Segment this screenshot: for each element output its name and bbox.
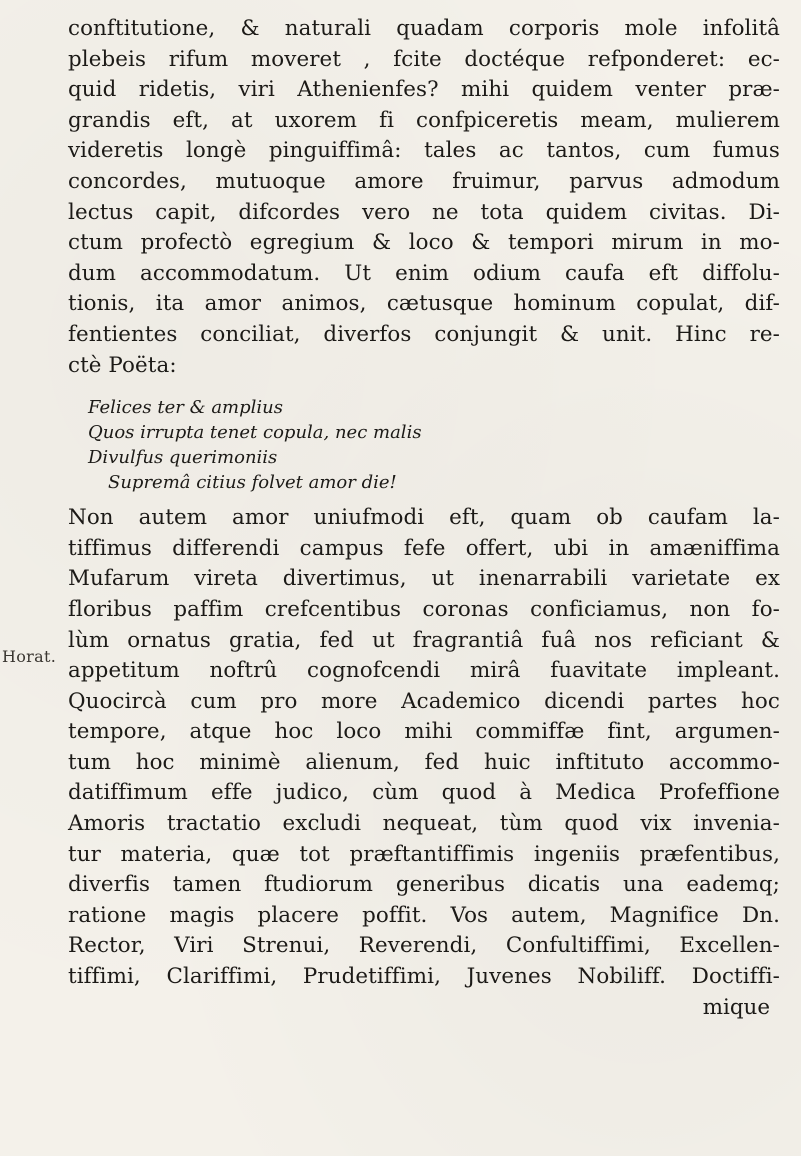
- text-line: Non autem amor uniufmodi eft, quam ob caufam la-: [68, 505, 780, 531]
- text-line: Mufarum vireta divertimus, ut inenarrabili varietate ex: [68, 566, 780, 592]
- text-line: Amoris tractatio excludi nequeat, tùm quod vix invenia-: [68, 811, 780, 837]
- text-line: quid ridetis, viri Athenienfes? mihi quidem venter præ-: [68, 77, 780, 103]
- verse-line: Felices ter & amplius: [88, 397, 283, 419]
- verse-line: Quos irrupta tenet copula, nec malis: [88, 422, 422, 444]
- text-line: tempore, atque hoc loco mihi commiffæ fint, argumen-: [68, 719, 780, 745]
- text-line: ratione magis placere poffit. Vos autem, Magnifice Dn.: [68, 902, 780, 928]
- paragraph-top: [68, 14, 780, 381]
- text-line: Quocircà cum pro more Academico dicendi partes hoc: [68, 688, 780, 714]
- text-line: lectus capit, difcordes vero ne tota quidem civitas. Di-: [68, 199, 780, 225]
- body-text: [68, 14, 780, 1023]
- text-line: datiffimum effe judico, cùm quod à Medica Profeffione: [68, 780, 780, 806]
- text-line: diverfis tamen ftudiorum generibus dicatis una eademq;: [68, 872, 780, 898]
- text-line: tiffimus differendi campus fefe offert, ubi in amæniffima: [68, 535, 780, 561]
- text-line: lùm ornatus gratia, fed ut fragrantiâ fuâ nos reficiant &: [68, 627, 780, 653]
- paragraph-bottom: [68, 503, 780, 993]
- text-line: Rector, Viri Strenui, Reverendi, Confultiffimi, Excellen-: [68, 933, 780, 959]
- text-line: tum hoc minimè alienum, fed huic inftituto accommo-: [68, 749, 780, 775]
- text-line: tur materia, quæ tot præftantiffimis ingeniis præfentibus,: [68, 841, 780, 867]
- text-line: floribus paffim crefcentibus coronas conficiamus, non fo-: [68, 596, 780, 622]
- margin-note: Horat.: [2, 647, 57, 666]
- text-line: plebeis rifum moveret , fcite doctéque refponderet: ec-: [68, 46, 780, 72]
- catchword: mique: [702, 994, 770, 1020]
- verse-line: Supremâ citius folvet amor die!: [108, 472, 397, 494]
- text-line: ctum profectò egregium & loco & tempori mirum in mo-: [68, 230, 780, 256]
- text-line: appetitum noftrû cognofcendi mirâ fuavitate impleant.: [68, 658, 780, 684]
- text-line: videretis longè pinguiffimâ: tales ac tantos, cum fumus: [68, 138, 780, 164]
- text-line: concordes, mutuoque amore fruimur, parvus admodum: [68, 168, 780, 194]
- verse-quotation: [68, 381, 780, 503]
- text-line: tionis, ita amor animos, cætusque hominum copulat, dif-: [68, 291, 780, 317]
- text-line: ctè Poëta:: [68, 352, 177, 378]
- text-line: fentientes conciliat, diverfos conjungit & unit. Hinc re-: [68, 321, 780, 347]
- text-line: dum accommodatum. Ut enim odium caufa eft diffolu-: [68, 260, 780, 286]
- text-line: tiffimi, Clariffimi, Prudetiffimi, Juvenes Nobiliff. Doctiffi-: [68, 964, 780, 990]
- text-line: grandis eft, at uxorem fi confpiceretis meam, mulierem: [68, 107, 780, 133]
- text-line: conftitutione, & naturali quadam corporis mole infolitâ: [68, 16, 780, 41]
- verse-line: Divulfus querimoniis: [88, 447, 278, 469]
